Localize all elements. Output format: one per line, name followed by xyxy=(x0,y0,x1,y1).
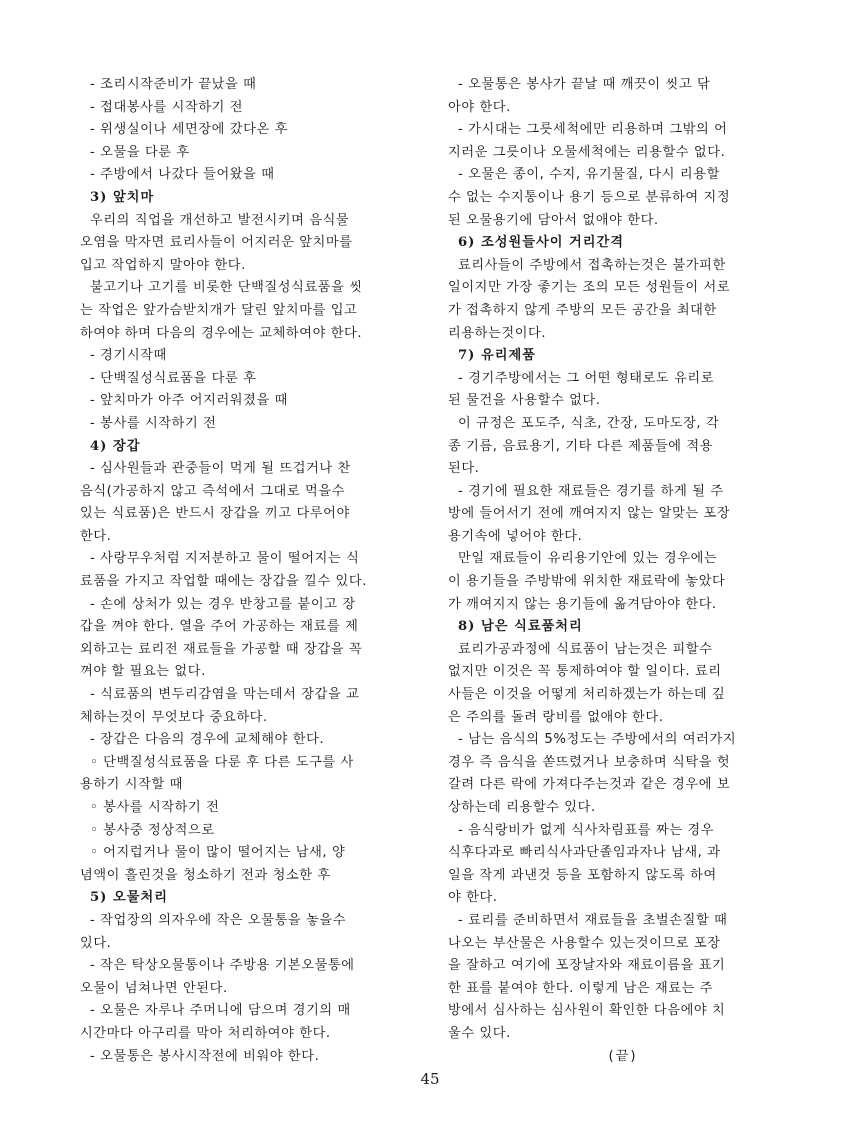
text-line: - 손에 상처가 있는 경우 반창고를 붙이고 장 xyxy=(90,596,356,612)
text-line: 료품을 가지고 작업할 때에는 장갑을 낄수 있다. xyxy=(80,574,367,590)
text-line: 일을 작게 과낸것 등을 포함하지 않도록 하여 xyxy=(448,867,717,883)
text-line: 아야 한다. xyxy=(448,99,511,115)
text-line: 시간마다 아구리를 막아 처리하여야 한다. xyxy=(80,1025,331,1041)
text-line: - 경기주방에서는 그 어떤 형태로도 유리로 xyxy=(458,370,715,386)
text-line: 용하기 시작할 때 xyxy=(80,777,183,793)
text-line: - 앞치마가 아주 어지러워졌을 때 xyxy=(90,393,288,409)
text-line: 가 접촉하지 않게 주방의 모든 공간을 최대한 xyxy=(448,302,717,318)
section-heading: 4) 장갑 xyxy=(90,438,141,454)
text-line: ◦ 단백질성식료품을 다룬 후 다른 도구를 사 xyxy=(90,754,354,770)
text-line: 한다. xyxy=(80,528,112,544)
text-line: 식후다과로 빠리식사과단졸임과자나 남새, 과 xyxy=(448,845,721,861)
text-line: 리용하는것이다. xyxy=(448,325,547,341)
text-line: 나오는 부산물은 사용할수 있는것이므로 포장 xyxy=(448,935,721,951)
text-line: - 주방에서 나갔다 들어왔을 때 xyxy=(90,167,275,183)
text-line: 상하는데 리용할수 있다. xyxy=(448,800,596,815)
text-line: 외하고는 료리전 재료들을 가공할 때 장갑을 꼭 xyxy=(80,641,363,657)
text-line: - 오물은 자루나 주머니에 담으며 경기의 매 xyxy=(90,1003,351,1019)
text-line: 우리의 직업을 개선하고 발전시키며 음식물 xyxy=(90,212,350,228)
section-heading: 6) 조성원들사이 거리간격 xyxy=(458,235,624,251)
text-line: 은 주의를 돌려 랑비를 없애야 한다. xyxy=(448,709,664,725)
text-line: 방에서 심사하는 심사원이 확인한 다음에야 치 xyxy=(448,1003,726,1019)
text-line: 일이지만 가장 좋기는 조의 모든 성원들이 서로 xyxy=(448,280,731,296)
text-line: 오염을 막자면 료리사들이 어지러운 앞치마를 xyxy=(80,235,353,251)
text-line: - 접대봉사를 시작하기 전 xyxy=(90,99,244,115)
text-line: - 장갑은 다음의 경우에 교체해야 한다. xyxy=(90,732,325,748)
text-line: 가 깨여지지 않는 용기들에 옮겨담아야 한다. xyxy=(448,596,717,612)
page-number: 45 xyxy=(420,1070,440,1088)
text-line: 료리사들이 주방에서 접촉하는것은 불가피한 xyxy=(458,257,726,273)
text-line: - 오물을 다룬 후 xyxy=(90,144,190,160)
section-heading: 3) 앞치마 xyxy=(90,189,155,205)
text-line: 된 물건을 사용할수 없다. xyxy=(448,393,601,409)
text-line: 껴야 할 필요는 없다. xyxy=(80,664,206,680)
end-mark: (끝) xyxy=(608,1048,638,1064)
text-line: 종 기름, 음료용기, 기타 다른 제품들에 적용 xyxy=(448,438,714,454)
text-line: ◦ 어지럽거나 물이 많이 떨어지는 남새, 양 xyxy=(90,845,346,861)
text-line: 된다. xyxy=(448,461,480,477)
text-line: 갑을 껴야 한다. 열을 주어 가공하는 재료를 제 xyxy=(80,619,359,635)
text-line: 입고 작업하지 말아야 한다. xyxy=(80,257,246,273)
text-line: - 단백질성식료품을 다룬 후 xyxy=(90,370,257,386)
text-line: 음식(가공하지 않고 즉석에서 그대로 먹을수 xyxy=(80,483,346,499)
text-line: 없지만 이것은 꼭 통제하여야 할 일이다. 료리 xyxy=(448,664,722,680)
section-heading: 8) 남은 식료품처리 xyxy=(458,619,583,635)
section-heading: 5) 오물처리 xyxy=(90,890,168,906)
text-line: - 오물은 종이, 수지, 유기물질, 다시 리용할 xyxy=(458,167,720,183)
text-line: - 오물통은 봉사시작전에 비워야 한다. xyxy=(90,1048,320,1064)
text-line: - 남는 음식의 5%정도는 주방에서의 여러가지 xyxy=(458,732,737,748)
right-column xyxy=(448,74,798,1068)
text-line: 오물이 넘쳐나면 안된다. xyxy=(80,980,228,996)
text-line: 료리가공과정에 식료품이 남는것은 피할수 xyxy=(458,641,713,657)
text-line: - 작은 탁상오물통이나 주방용 기본오물통에 xyxy=(90,958,355,974)
section-heading: 7) 유리제품 xyxy=(458,348,536,364)
text-line: 이 용기들을 주방밖에 위치한 재료락에 놓았다 xyxy=(448,574,726,590)
text-line: - 경기에 필요한 재료들은 경기를 하게 될 주 xyxy=(458,483,724,499)
text-line: 갈려 다른 락에 가져다주는것과 같은 경우에 보 xyxy=(448,777,731,793)
text-line: - 경기시작때 xyxy=(90,348,167,364)
text-line: ◦ 봉사를 시작하기 전 xyxy=(90,800,220,815)
text-line: 념액이 흘린것을 청소하기 전과 청소한 후 xyxy=(80,867,331,883)
text-line: 야 한다. xyxy=(448,890,498,906)
text-line: - 심사원들과 관중들이 먹게 될 뜨겁거나 찬 xyxy=(90,461,351,477)
text-line: 용기속에 넣어야 한다. xyxy=(448,528,583,544)
text-line: 을 잘하고 여기에 포장날자와 재료이름을 표기 xyxy=(448,958,726,974)
text-line: - 조리시작준비가 끝났을 때 xyxy=(90,77,257,92)
text-line: - 료리를 준비하면서 재료들을 초벌손질할 때 xyxy=(458,912,728,928)
text-line: 수 없는 수지통이나 용기 등으로 분류하여 지정 xyxy=(448,189,731,205)
text-line: 경우 즉 음식을 쏟뜨렸거나 보충하며 식탁을 헛 xyxy=(448,754,731,770)
text-line: 하여야 하며 다음의 경우에는 교체하여야 한다. xyxy=(80,325,363,341)
text-line: 울수 있다. xyxy=(448,1025,511,1041)
text-line: 이 규정은 포도주, 식초, 간장, 도마도장, 각 xyxy=(458,415,720,431)
text-line: - 작업장의 의자우에 작은 오물통을 놓을수 xyxy=(90,912,347,928)
text-line: - 음식랑비가 없게 식사차림표를 짜는 경우 xyxy=(458,822,715,838)
text-line: 있는 식료품)은 반드시 장갑을 끼고 다루어야 xyxy=(80,506,350,522)
text-line: 체하는것이 무엇보다 중요하다. xyxy=(80,709,268,725)
text-line: 는 작업은 앞가슴받치개가 달린 앞치마를 입고 xyxy=(80,302,358,318)
text-line: - 식료품의 변두리감염을 막는데서 장갑을 교 xyxy=(90,687,360,703)
text-line: 만일 재료들이 유리용기안에 있는 경우에는 xyxy=(458,551,718,567)
text-line: - 사랑무우처럼 지저분하고 물이 떨어지는 식 xyxy=(90,551,360,567)
text-line: 방에 들어서기 전에 깨여지지 않는 알맞는 포장 xyxy=(448,506,731,522)
text-line: - 위생실이나 세면장에 갔다온 후 xyxy=(90,122,288,138)
text-line: 있다. xyxy=(80,935,112,951)
text-line: 지러운 그릇이나 오물세척에는 리용할수 없다. xyxy=(448,144,726,160)
text-line: - 봉사를 시작하기 전 xyxy=(90,415,217,431)
text-line: 한 표를 붙여야 한다. 이렇게 남은 재료는 주 xyxy=(448,980,714,996)
text-line: - 오물통은 봉사가 끝날 때 깨끗이 씻고 닦 xyxy=(458,77,711,92)
text-line: ◦ 봉사중 정상적으로 xyxy=(90,822,215,838)
text-line: 된 오물용기에 담아서 없애야 한다. xyxy=(448,212,659,228)
text-line: 불고기나 고기를 비롯한 단백질성식료품을 씻 xyxy=(90,280,363,296)
left-column xyxy=(80,74,430,1068)
text-line: - 가시대는 그릇세척에만 리용하며 그밖의 어 xyxy=(458,122,728,138)
text-line: 사들은 이것을 어떻게 처리하겠는가 하는데 깊 xyxy=(448,687,726,703)
